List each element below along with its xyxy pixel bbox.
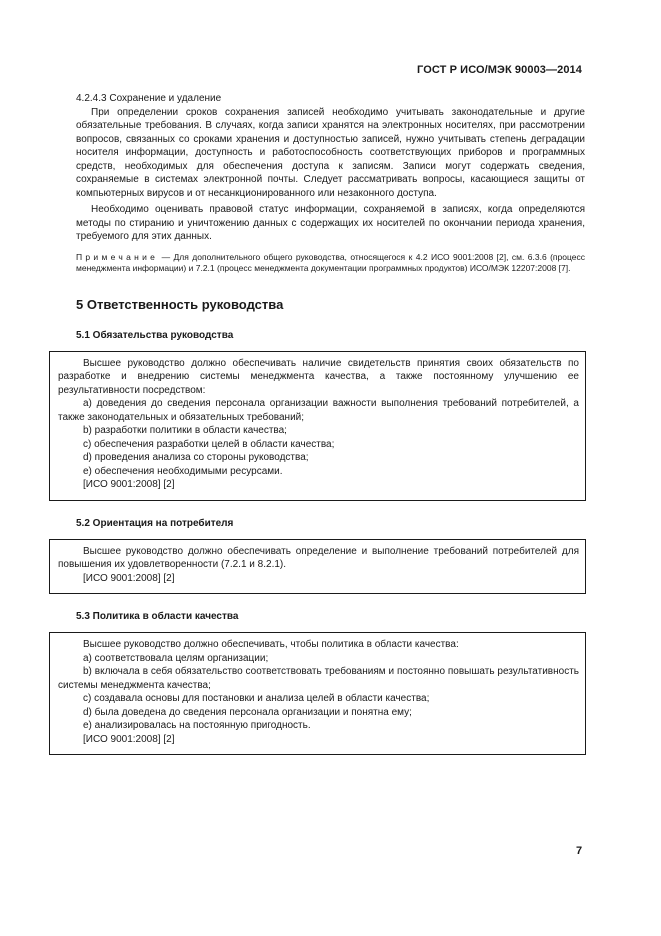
subsection-4243-title: 4.2.4.3 Сохранение и удаление — [76, 93, 222, 104]
note — [76, 252, 585, 275]
section-52-text: Высшее руководство должно обеспечивать определение и выполнение требований потребителей для повышения их удовлетворенности (7.2.1 и 8.2.1). — [58, 545, 579, 570]
section-5-title: 5 Ответственность руководства — [76, 296, 284, 312]
subsection-4243-paragraph-1: При определении сроков сохранения записей необходимо учитывать законодательные и другие обязательные требования. В случаях, когда записи хранятся на электронных носителях, при рассмотрении вопросов, связанных со сроками хранения и доступностью записей, нужно учитывать степень деградации носителя информации, доступность и работоспособность соответствующих приборов и программных средств, необходимых для обеспечения доступа к записям. Записи могут содержать сведения, сохраняемые в системах электронной почты. Следует рассматривать вопросы, касающиеся защиты от компьютерных вирусов и от несанкционированного или незаконного доступа. — [76, 106, 585, 199]
list-item: а) соответствовала целям организации; — [83, 652, 269, 664]
page-content — [58, 92, 585, 755]
page-number: 7 — [576, 845, 583, 857]
section-53-quote-box — [49, 632, 586, 755]
list-item: e) анализировалась на постоянную пригодность. — [83, 720, 311, 731]
list-item: а) доведения до сведения персонала организации важности выполнения требований потребителей, а также законодательных и обязательных требований; — [58, 398, 579, 423]
list-item: c) обеспечения разработки целей в области качества; — [83, 438, 335, 450]
list-item: e) обеспечения необходимыми ресурсами. — [83, 465, 283, 477]
note-text: — Для дополнительного общего руководства, относящегося к 4.2 ИСО 9001:2008 [2], см. 6.3.6 (процесс менеджмента информации) и 7.2.1 (процесс менеджмента документации программных продуктов) ИСО/МЭК 12207:2008 [7]. — [76, 251, 585, 273]
section-52-reference: [ИСО 9001:2008] [2] — [83, 572, 175, 584]
section-53-title: 5.3 Политика в области качества — [76, 611, 239, 622]
list-item: d) была доведена до сведения персонала организации и понятна ему; — [83, 706, 412, 718]
section-53-reference: [ИСО 9001:2008] [2] — [83, 733, 175, 745]
subsection-4243-paragraph-2: Необходимо оценивать правовой статус информации, сохраняемой в записях, когда определяются методы по стиранию и уничтожению данных с содержащих их носителей по окончании периода хранения, требуемого для этих данных. — [76, 204, 585, 242]
list-item: b) разработки политики в области качества; — [83, 425, 287, 436]
standard-code-header: ГОСТ Р ИСО/МЭК 90003—2014 — [417, 64, 582, 76]
section-51-title: 5.1 Обязательства руководства — [76, 329, 234, 341]
list-item: d) проведения анализа со стороны руководства; — [83, 452, 309, 463]
list-item: b) включала в себя обязательство соответствовать требованиям и постоянно повышать результативность системы менеджмента качества; — [58, 666, 579, 691]
section-51-reference: [ИСО 9001:2008] [2] — [83, 479, 175, 490]
section-52-title: 5.2 Ориентация на потребителя — [76, 517, 234, 529]
section-51-intro: Высшее руководство должно обеспечивать наличие свидетельств принятия своих обязательств по разработке и внедрению системы менеджмента качества, а также постоянному улучшению ее результативности посредством: — [58, 357, 579, 396]
section-53-intro: Высшее руководство должно обеспечивать, чтобы политика в области качества: — [83, 639, 459, 650]
section-52-quote-box — [49, 539, 586, 595]
list-item: c) создавала основы для постановки и анализа целей в области качества; — [83, 693, 430, 704]
note-label: Примечание — [76, 251, 159, 262]
section-51-quote-box — [49, 351, 586, 501]
